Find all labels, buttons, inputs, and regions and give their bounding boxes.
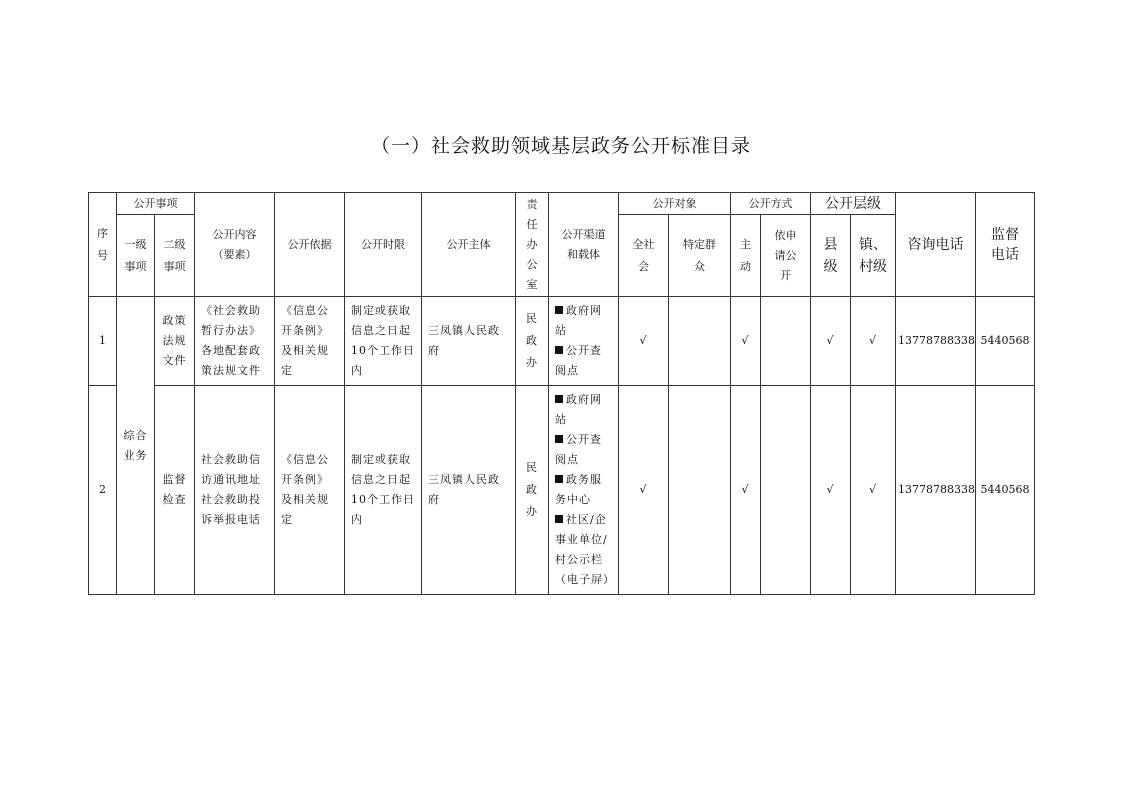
subject-cell: 三凤镇人民政府 [422,297,516,386]
header-channel: 公开渠道 和载体 [549,193,619,297]
header-method: 公开方式 [731,193,811,215]
basis-cell: 《信息公开条例》及相关规定 [275,297,345,386]
header-level-county: 县 级 [811,215,851,297]
header-level-town: 镇、 村级 [851,215,896,297]
channel-cell [549,386,619,595]
square-bullet-icon [555,346,563,354]
header-method-apply: 依申 请公 开 [761,215,811,297]
subject-cell: 三凤镇人民政府 [422,386,516,595]
channel-item: 政府网站 [555,393,602,426]
square-bullet-icon [555,515,563,523]
level2-item: 监督检查 [155,386,195,595]
header-content: 公开内容 （要素） [195,193,275,297]
method-apply-cell [761,297,811,386]
header-office: 责 任 办 公 室 [516,193,549,297]
square-bullet-icon [555,475,563,483]
level-town-cell: √ [851,297,896,386]
content-cell: 《社会救助暂行办法》各地配套政策法规文件 [195,297,275,386]
content-cell: 社会救助信访通讯地址社会救助投诉举报电话 [195,386,275,595]
header-target-specific: 特定群 众 [669,215,731,297]
target-specific-cell [669,297,731,386]
header-target: 公开对象 [619,193,731,215]
method-active-cell: √ [731,386,761,595]
office-cell: 民政办 [516,386,549,595]
target-specific-cell [669,386,731,595]
channel-item: 政府网站 [555,304,602,337]
disclosure-catalog-table [88,192,1035,595]
header-timelimit: 公开时限 [345,193,422,297]
header-method-active: 主 动 [731,215,761,297]
header-target-all: 全社 会 [619,215,669,297]
channel-item: 政务服务中心 [555,473,602,506]
header-consult-phone: 咨询电话 [896,193,976,297]
square-bullet-icon [555,306,563,314]
square-bullet-icon [555,435,563,443]
table-row [89,386,1035,595]
header-level: 公开层级 [811,193,896,215]
consult-phone-cell: 13778788338 [896,386,976,595]
table-row [89,297,1035,386]
channel-item: 社区/企事业单位/村公示栏（电子屏） [555,513,615,586]
header-basis: 公开依据 [275,193,345,297]
header-matters: 公开事项 [117,193,195,215]
header-subject: 公开主体 [422,193,516,297]
header-level2: 二级 事项 [155,215,195,297]
target-all-cell: √ [619,386,669,595]
level-county-cell: √ [811,297,851,386]
supervise-phone-cell: 5440568 [976,297,1035,386]
header-supervise-phone: 监督 电话 [976,193,1035,297]
square-bullet-icon [555,395,563,403]
office-cell: 民政办 [516,297,549,386]
method-apply-cell [761,386,811,595]
page-title: （一）社会救助领域基层政务公开标准目录 [370,135,751,157]
channel-item: 公开查阅点 [555,344,602,377]
timelimit-cell: 制定或获取信息之日起10个工作日内 [345,297,422,386]
row-seq: 1 [89,297,117,386]
basis-cell: 《信息公开条例》及相关规定 [275,386,345,595]
method-active-cell: √ [731,297,761,386]
supervise-phone-cell: 5440568 [976,386,1035,595]
header-level1: 一级 事项 [117,215,155,297]
level-county-cell: √ [811,386,851,595]
level-town-cell: √ [851,386,896,595]
timelimit-cell: 制定或获取信息之日起10个工作日内 [345,386,422,595]
level2-item: 政策法规文件 [155,297,195,386]
target-all-cell: √ [619,297,669,386]
channel-item: 公开查阅点 [555,433,602,466]
level1-item: 综合业务 [117,297,155,595]
row-seq: 2 [89,386,117,595]
channel-cell [549,297,619,386]
header-seq: 序 号 [89,193,117,297]
consult-phone-cell: 13778788338 [896,297,976,386]
